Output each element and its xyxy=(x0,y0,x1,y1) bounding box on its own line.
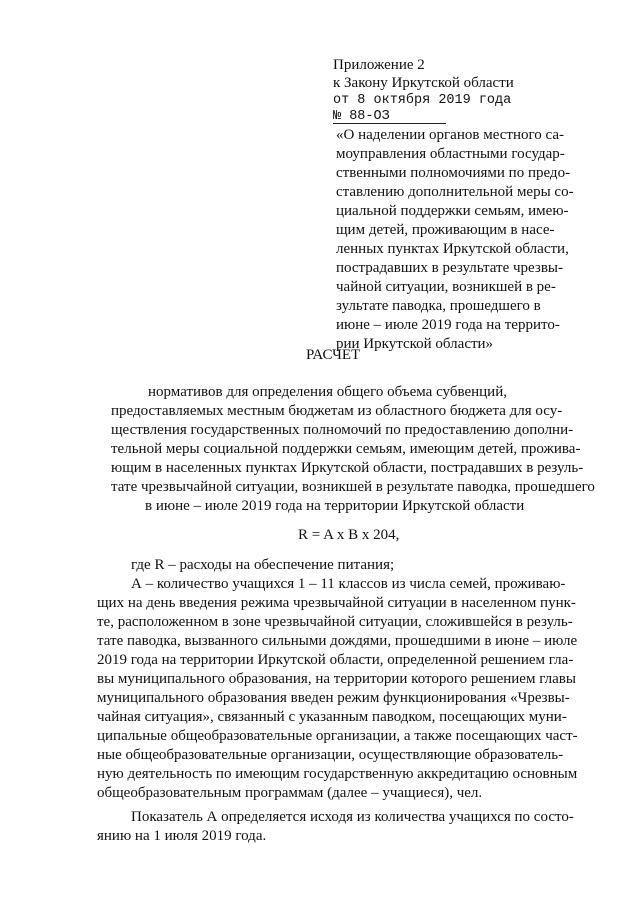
definition-line: тате паводка, вызванного сильными дождями, прошедшими в июне – июле xyxy=(97,633,578,649)
subtitle-line: предоставляемых местным бюджетам из областного бюджета для осу- xyxy=(111,403,563,419)
law-title-line: ственными полномочиями по предо- xyxy=(336,165,571,181)
law-title-line: моуправления областными государ- xyxy=(336,146,565,162)
appendix-law-number: № 88-ОЗ xyxy=(333,109,390,124)
law-title-line: «О наделении органов местного са- xyxy=(336,127,564,143)
appendix-law-date: от 8 октября 2019 года xyxy=(333,93,512,108)
definition-line: вы муниципального образования, на территории которого решением главы xyxy=(97,671,576,687)
subtitle-line: ществления государственных полномочий по предоставлению дополни- xyxy=(111,422,574,438)
definition-line: ную деятельность по имеющим государственную аккредитацию основным xyxy=(97,766,578,782)
law-title-line: ставлению дополнительной меры со- xyxy=(336,184,574,200)
law-title-line: рии Иркутской области» xyxy=(336,336,494,352)
appendix-law-reference: к Закону Иркутской области xyxy=(333,75,514,91)
subtitle-line: тате чрезвычайной ситуации, возникшей в результате паводка, прошедшего xyxy=(111,479,595,495)
law-number-underline xyxy=(333,123,446,124)
law-title-line: циальной поддержки семьям, имею- xyxy=(336,203,569,219)
subtitle-line: в июне – июле 2019 года на территории Иркутской области xyxy=(145,498,525,514)
definition-line: общеобразовательным программам (далее – учащиеся), чел. xyxy=(97,785,483,801)
formula: R = A x B x 204, xyxy=(298,527,400,543)
subtitle-line: ющим в населенных пунктах Иркутской области, пострадавших в резуль- xyxy=(111,460,584,476)
definition-line: 2019 года на территории Иркутской области, определенной решением гла- xyxy=(97,652,574,668)
definition-line: те, расположенном в зоне чрезвычайной ситуации, сложившейся в резуль- xyxy=(97,614,573,630)
note-line: Показатель А определяется исходя из количества учащихся по состо- xyxy=(131,809,574,825)
document-title: РАСЧЕТ xyxy=(306,347,361,363)
definition-line: ципальные общеобразовательные организации, а также посещающих част- xyxy=(97,728,578,744)
law-title-line: чайной ситуации, возникшей в ре- xyxy=(336,279,556,295)
definition-line: ные общеобразовательные организации, осуществляющие образователь- xyxy=(97,747,564,763)
appendix-number: Приложение 2 xyxy=(333,57,425,73)
definition-line: муниципального образования введен режим функционирования «Чрезвы- xyxy=(97,690,570,706)
definition-line: где R – расходы на обеспечение питания; xyxy=(131,557,395,573)
law-title-line: щим детей, проживающим в насе- xyxy=(336,222,555,238)
subtitle-line: тельной меры социальной поддержки семьям, имеющим детей, прожива- xyxy=(111,441,581,457)
law-title-line: ленных пунктах Иркутской области, xyxy=(336,241,569,257)
law-title-line: июне – июле 2019 года на террито- xyxy=(336,317,560,333)
definition-line: А – количество учащихся 1 – 11 классов из числа семей, проживаю- xyxy=(131,576,566,592)
note-line: янию на 1 июля 2019 года. xyxy=(97,828,267,844)
definition-line: щих на день введения режима чрезвычайной ситуации в населенном пунк- xyxy=(97,595,576,611)
definition-line: чайная ситуация», связанный с указанным паводком, посещающих муни- xyxy=(97,709,567,725)
law-title-line: зультате паводка, прошедшего в xyxy=(336,298,541,314)
law-title-line: пострадавших в результате чрезвы- xyxy=(336,260,563,276)
subtitle-line: нормативов для определения общего объема субвенций, xyxy=(148,384,507,400)
